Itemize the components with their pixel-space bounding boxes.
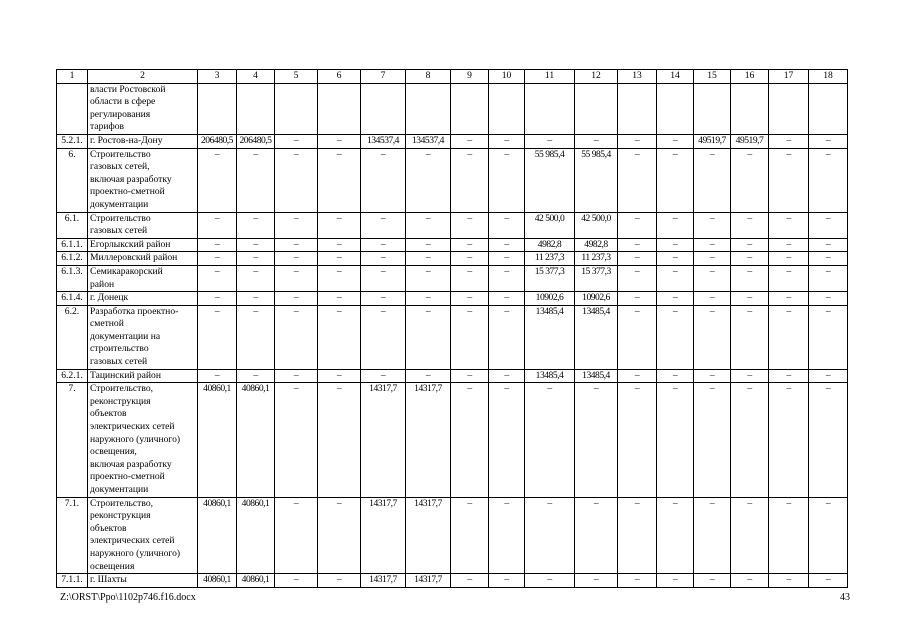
cell-col-3 bbox=[198, 83, 237, 134]
cell-col-18: – bbox=[809, 305, 848, 369]
cell-col-12: 15 377,3 bbox=[575, 265, 618, 291]
cell-col-14 bbox=[657, 83, 694, 134]
table-row bbox=[57, 134, 848, 148]
cell-col-4: – bbox=[237, 265, 275, 291]
table-row bbox=[57, 292, 848, 306]
cell-col-17: – bbox=[769, 238, 809, 252]
table-row bbox=[57, 574, 848, 588]
table-row bbox=[57, 83, 848, 134]
cell-col-5: – bbox=[275, 292, 318, 306]
cell-col-10: – bbox=[489, 134, 525, 148]
column-header-7: 7 bbox=[361, 70, 406, 84]
column-header-6: 6 bbox=[318, 70, 361, 84]
cell-col-4: – bbox=[237, 148, 275, 212]
column-header-1: 1 bbox=[57, 70, 88, 84]
cell-col-17: – bbox=[769, 134, 809, 148]
cell-col-3: – bbox=[198, 369, 237, 383]
cell-col-11: 42 500,0 bbox=[525, 212, 575, 238]
cell-col-12: 42 500,0 bbox=[575, 212, 618, 238]
cell-col-6: – bbox=[318, 148, 361, 212]
row-number: 6.2. bbox=[57, 305, 88, 369]
cell-col-17: – bbox=[769, 148, 809, 212]
cell-col-9: – bbox=[451, 238, 489, 252]
cell-col-7: – bbox=[361, 212, 406, 238]
cell-col-6: – bbox=[318, 383, 361, 497]
row-name: Семикаракорский район bbox=[88, 265, 198, 291]
cell-col-10: – bbox=[489, 238, 525, 252]
cell-col-15: – bbox=[694, 292, 731, 306]
cell-col-8: 14317,7 bbox=[406, 574, 451, 588]
column-header-13: 13 bbox=[618, 70, 657, 84]
table-row bbox=[57, 305, 848, 369]
cell-col-11: 11 237,3 bbox=[525, 252, 575, 266]
cell-col-15: – bbox=[694, 574, 731, 588]
budget-table bbox=[56, 69, 848, 588]
column-header-14: 14 bbox=[657, 70, 694, 84]
cell-col-12: 13485,4 bbox=[575, 305, 618, 369]
cell-col-12: 13485,4 bbox=[575, 369, 618, 383]
table-body bbox=[57, 70, 848, 588]
cell-col-12: 11 237,3 bbox=[575, 252, 618, 266]
cell-col-13: – bbox=[618, 265, 657, 291]
cell-col-10: – bbox=[489, 369, 525, 383]
cell-col-9: – bbox=[451, 212, 489, 238]
cell-col-9: – bbox=[451, 383, 489, 497]
row-number: 6. bbox=[57, 148, 88, 212]
cell-col-3: – bbox=[198, 238, 237, 252]
cell-col-5: – bbox=[275, 238, 318, 252]
cell-col-5: – bbox=[275, 497, 318, 574]
cell-col-18: – bbox=[809, 574, 848, 588]
column-header-11: 11 bbox=[525, 70, 575, 84]
cell-col-16: 49519,7 bbox=[731, 134, 769, 148]
cell-col-17: – bbox=[769, 305, 809, 369]
cell-col-7: – bbox=[361, 305, 406, 369]
cell-col-5 bbox=[275, 83, 318, 134]
cell-col-14: – bbox=[657, 497, 694, 574]
cell-col-11: – bbox=[525, 134, 575, 148]
cell-col-13: – bbox=[618, 252, 657, 266]
cell-col-3: – bbox=[198, 252, 237, 266]
table-row bbox=[57, 252, 848, 266]
table-row bbox=[57, 212, 848, 238]
cell-col-12 bbox=[575, 83, 618, 134]
cell-col-5: – bbox=[275, 134, 318, 148]
cell-col-5: – bbox=[275, 265, 318, 291]
cell-col-11: 15 377,3 bbox=[525, 265, 575, 291]
table-row bbox=[57, 369, 848, 383]
row-number: 6.1.2. bbox=[57, 252, 88, 266]
row-number bbox=[57, 83, 88, 134]
page-number: 43 bbox=[840, 592, 850, 603]
cell-col-16 bbox=[731, 83, 769, 134]
cell-col-16: – bbox=[731, 369, 769, 383]
cell-col-16: – bbox=[731, 383, 769, 497]
row-name: Разработка проектно- сметной документации на строительство газовых сетей bbox=[88, 305, 198, 369]
cell-col-18: – bbox=[809, 292, 848, 306]
cell-col-9: – bbox=[451, 265, 489, 291]
cell-col-11: 13485,4 bbox=[525, 369, 575, 383]
cell-col-15 bbox=[694, 83, 731, 134]
column-header-12: 12 bbox=[575, 70, 618, 84]
cell-col-14: – bbox=[657, 148, 694, 212]
column-header-8: 8 bbox=[406, 70, 451, 84]
cell-col-5: – bbox=[275, 305, 318, 369]
column-header-9: 9 bbox=[451, 70, 489, 84]
cell-col-13: – bbox=[618, 574, 657, 588]
cell-col-18: – bbox=[809, 212, 848, 238]
cell-col-6: – bbox=[318, 305, 361, 369]
cell-col-7: – bbox=[361, 252, 406, 266]
cell-col-6: – bbox=[318, 265, 361, 291]
row-number: 7.1. bbox=[57, 497, 88, 574]
cell-col-8: – bbox=[406, 212, 451, 238]
cell-col-12: 10902,6 bbox=[575, 292, 618, 306]
cell-col-10: – bbox=[489, 305, 525, 369]
cell-col-10 bbox=[489, 83, 525, 134]
cell-col-5: – bbox=[275, 252, 318, 266]
cell-col-15: – bbox=[694, 305, 731, 369]
cell-col-17: – bbox=[769, 265, 809, 291]
footer-file-path: Z:\ORST\Ppo\1102p746.f16.docx bbox=[60, 592, 196, 603]
cell-col-9: – bbox=[451, 369, 489, 383]
cell-col-4: 40860,1 bbox=[237, 497, 275, 574]
cell-col-4: – bbox=[237, 212, 275, 238]
cell-col-13: – bbox=[618, 212, 657, 238]
cell-col-13: – bbox=[618, 383, 657, 497]
table-row bbox=[57, 383, 848, 497]
cell-col-6: – bbox=[318, 212, 361, 238]
cell-col-13: – bbox=[618, 305, 657, 369]
column-header-16: 16 bbox=[731, 70, 769, 84]
cell-col-3: – bbox=[198, 292, 237, 306]
row-name: Строительство, реконструкция объектов электрических сетей наружного (уличного) освещения bbox=[88, 497, 198, 574]
cell-col-4: – bbox=[237, 305, 275, 369]
cell-col-7: – bbox=[361, 292, 406, 306]
row-number: 6.1. bbox=[57, 212, 88, 238]
cell-col-15: – bbox=[694, 265, 731, 291]
cell-col-10: – bbox=[489, 497, 525, 574]
cell-col-13 bbox=[618, 83, 657, 134]
cell-col-11: 4982,8 bbox=[525, 238, 575, 252]
row-name: Егорлыкский район bbox=[88, 238, 198, 252]
cell-col-13: – bbox=[618, 369, 657, 383]
cell-col-15: – bbox=[694, 148, 731, 212]
cell-col-12: 55 985,4 bbox=[575, 148, 618, 212]
column-header-5: 5 bbox=[275, 70, 318, 84]
cell-col-6 bbox=[318, 83, 361, 134]
cell-col-8: 134537,4 bbox=[406, 134, 451, 148]
cell-col-8: – bbox=[406, 238, 451, 252]
cell-col-7: 14317,7 bbox=[361, 497, 406, 574]
cell-col-10: – bbox=[489, 148, 525, 212]
cell-col-9: – bbox=[451, 134, 489, 148]
row-number: 6.1.4. bbox=[57, 292, 88, 306]
cell-col-13: – bbox=[618, 148, 657, 212]
cell-col-15: – bbox=[694, 252, 731, 266]
cell-col-9: – bbox=[451, 497, 489, 574]
cell-col-11: 13485,4 bbox=[525, 305, 575, 369]
cell-col-10: – bbox=[489, 383, 525, 497]
cell-col-8: – bbox=[406, 305, 451, 369]
cell-col-16: – bbox=[731, 212, 769, 238]
cell-col-5: – bbox=[275, 574, 318, 588]
row-name: Строительство газовых сетей bbox=[88, 212, 198, 238]
row-number: 7.1.1. bbox=[57, 574, 88, 588]
cell-col-14: – bbox=[657, 292, 694, 306]
cell-col-18: – bbox=[809, 148, 848, 212]
cell-col-9: – bbox=[451, 292, 489, 306]
cell-col-13: – bbox=[618, 497, 657, 574]
cell-col-4: – bbox=[237, 252, 275, 266]
cell-col-9 bbox=[451, 83, 489, 134]
cell-col-3: 206480,5 bbox=[198, 134, 237, 148]
cell-col-18: – bbox=[809, 252, 848, 266]
cell-col-14: – bbox=[657, 212, 694, 238]
cell-col-14: – bbox=[657, 252, 694, 266]
cell-col-18: – bbox=[809, 265, 848, 291]
cell-col-5: – bbox=[275, 212, 318, 238]
cell-col-15: – bbox=[694, 212, 731, 238]
cell-col-7: – bbox=[361, 238, 406, 252]
cell-col-6: – bbox=[318, 497, 361, 574]
cell-col-4: 40860,1 bbox=[237, 574, 275, 588]
cell-col-18: – bbox=[809, 134, 848, 148]
cell-col-16: – bbox=[731, 148, 769, 212]
cell-col-14: – bbox=[657, 305, 694, 369]
cell-col-11: 10902,6 bbox=[525, 292, 575, 306]
cell-col-16: – bbox=[731, 497, 769, 574]
cell-col-3: 40860,1 bbox=[198, 574, 237, 588]
cell-col-18: – bbox=[809, 497, 848, 574]
cell-col-12: – bbox=[575, 497, 618, 574]
column-header-3: 3 bbox=[198, 70, 237, 84]
cell-col-5: – bbox=[275, 369, 318, 383]
cell-col-7: 14317,7 bbox=[361, 383, 406, 497]
cell-col-15: – bbox=[694, 383, 731, 497]
cell-col-17: – bbox=[769, 574, 809, 588]
cell-col-6: – bbox=[318, 369, 361, 383]
cell-col-13: – bbox=[618, 292, 657, 306]
cell-col-4: – bbox=[237, 238, 275, 252]
cell-col-14: – bbox=[657, 369, 694, 383]
cell-col-9: – bbox=[451, 252, 489, 266]
row-name: Строительство, реконструкция объектов электрических сетей наружного (уличного) освещения, включая разработку проектно-сметной документации bbox=[88, 383, 198, 497]
cell-col-15: – bbox=[694, 497, 731, 574]
cell-col-4: – bbox=[237, 292, 275, 306]
cell-col-9: – bbox=[451, 305, 489, 369]
cell-col-3: – bbox=[198, 148, 237, 212]
cell-col-14: – bbox=[657, 383, 694, 497]
row-number: 6.2.1. bbox=[57, 369, 88, 383]
cell-col-4: 206480,5 bbox=[237, 134, 275, 148]
cell-col-8: – bbox=[406, 265, 451, 291]
row-name: Строительство газовых сетей, включая разработку проектно-сметной документации bbox=[88, 148, 198, 212]
row-name: Тацинский район bbox=[88, 369, 198, 383]
cell-col-12: – bbox=[575, 134, 618, 148]
cell-col-18: – bbox=[809, 369, 848, 383]
cell-col-10: – bbox=[489, 212, 525, 238]
cell-col-8: – bbox=[406, 252, 451, 266]
cell-col-12: 4982,8 bbox=[575, 238, 618, 252]
cell-col-14: – bbox=[657, 134, 694, 148]
cell-col-17: – bbox=[769, 292, 809, 306]
cell-col-16: – bbox=[731, 238, 769, 252]
row-name: г. Ростов-на-Дону bbox=[88, 134, 198, 148]
cell-col-15: – bbox=[694, 369, 731, 383]
cell-col-5: – bbox=[275, 383, 318, 497]
cell-col-13: – bbox=[618, 134, 657, 148]
cell-col-8: – bbox=[406, 292, 451, 306]
cell-col-6: – bbox=[318, 574, 361, 588]
row-name: Миллеровский район bbox=[88, 252, 198, 266]
cell-col-6: – bbox=[318, 252, 361, 266]
table-row bbox=[57, 238, 848, 252]
cell-col-14: – bbox=[657, 238, 694, 252]
cell-col-12: – bbox=[575, 383, 618, 497]
cell-col-9: – bbox=[451, 574, 489, 588]
cell-col-16: – bbox=[731, 252, 769, 266]
cell-col-10: – bbox=[489, 265, 525, 291]
column-header-18: 18 bbox=[809, 70, 848, 84]
cell-col-18: – bbox=[809, 383, 848, 497]
cell-col-17: – bbox=[769, 497, 809, 574]
cell-col-3: – bbox=[198, 305, 237, 369]
column-header-15: 15 bbox=[694, 70, 731, 84]
cell-col-4: 40860,1 bbox=[237, 383, 275, 497]
cell-col-8: 14317,7 bbox=[406, 383, 451, 497]
column-header-2: 2 bbox=[88, 70, 198, 84]
table-row bbox=[57, 497, 848, 574]
cell-col-16: – bbox=[731, 265, 769, 291]
cell-col-13: – bbox=[618, 238, 657, 252]
column-header-4: 4 bbox=[237, 70, 275, 84]
cell-col-5: – bbox=[275, 148, 318, 212]
cell-col-17: – bbox=[769, 212, 809, 238]
cell-col-6: – bbox=[318, 134, 361, 148]
cell-col-4 bbox=[237, 83, 275, 134]
cell-col-15: 49519,7 bbox=[694, 134, 731, 148]
cell-col-7: – bbox=[361, 369, 406, 383]
cell-col-9: – bbox=[451, 148, 489, 212]
column-header-17: 17 bbox=[769, 70, 809, 84]
column-header-10: 10 bbox=[489, 70, 525, 84]
cell-col-3: – bbox=[198, 212, 237, 238]
cell-col-6: – bbox=[318, 292, 361, 306]
cell-col-4: – bbox=[237, 369, 275, 383]
cell-col-14: – bbox=[657, 574, 694, 588]
cell-col-11 bbox=[525, 83, 575, 134]
cell-col-7: – bbox=[361, 148, 406, 212]
row-number: 5.2.1. bbox=[57, 134, 88, 148]
cell-col-11: – bbox=[525, 383, 575, 497]
cell-col-16: – bbox=[731, 292, 769, 306]
cell-col-17: – bbox=[769, 383, 809, 497]
cell-col-8: – bbox=[406, 148, 451, 212]
cell-col-3: 40860,1 bbox=[198, 497, 237, 574]
cell-col-6: – bbox=[318, 238, 361, 252]
cell-col-16: – bbox=[731, 574, 769, 588]
row-name: г. Шахты bbox=[88, 574, 198, 588]
cell-col-18: – bbox=[809, 238, 848, 252]
cell-col-16: – bbox=[731, 305, 769, 369]
cell-col-10: – bbox=[489, 252, 525, 266]
row-name: власти Ростовской области в сфере регулирования тарифов bbox=[88, 83, 198, 134]
cell-col-7 bbox=[361, 83, 406, 134]
cell-col-7: 14317,7 bbox=[361, 574, 406, 588]
cell-col-14: – bbox=[657, 265, 694, 291]
cell-col-11: – bbox=[525, 497, 575, 574]
row-number: 7. bbox=[57, 383, 88, 497]
cell-col-8: – bbox=[406, 369, 451, 383]
cell-col-17 bbox=[769, 83, 809, 134]
cell-col-10: – bbox=[489, 292, 525, 306]
table-row bbox=[57, 148, 848, 212]
row-name: г. Донецк bbox=[88, 292, 198, 306]
cell-col-3: 40860,1 bbox=[198, 383, 237, 497]
row-number: 6.1.3. bbox=[57, 265, 88, 291]
cell-col-17: – bbox=[769, 369, 809, 383]
row-number: 6.1.1. bbox=[57, 238, 88, 252]
cell-col-7: 134537,4 bbox=[361, 134, 406, 148]
cell-col-15: – bbox=[694, 238, 731, 252]
table-row bbox=[57, 265, 848, 291]
cell-col-12: – bbox=[575, 574, 618, 588]
cell-col-8: 14317,7 bbox=[406, 497, 451, 574]
cell-col-3: – bbox=[198, 265, 237, 291]
cell-col-7: – bbox=[361, 265, 406, 291]
cell-col-10: – bbox=[489, 574, 525, 588]
cell-col-11: 55 985,4 bbox=[525, 148, 575, 212]
cell-col-18 bbox=[809, 83, 848, 134]
cell-col-11: – bbox=[525, 574, 575, 588]
column-number-header-row bbox=[57, 70, 848, 84]
cell-col-8 bbox=[406, 83, 451, 134]
cell-col-17: – bbox=[769, 252, 809, 266]
